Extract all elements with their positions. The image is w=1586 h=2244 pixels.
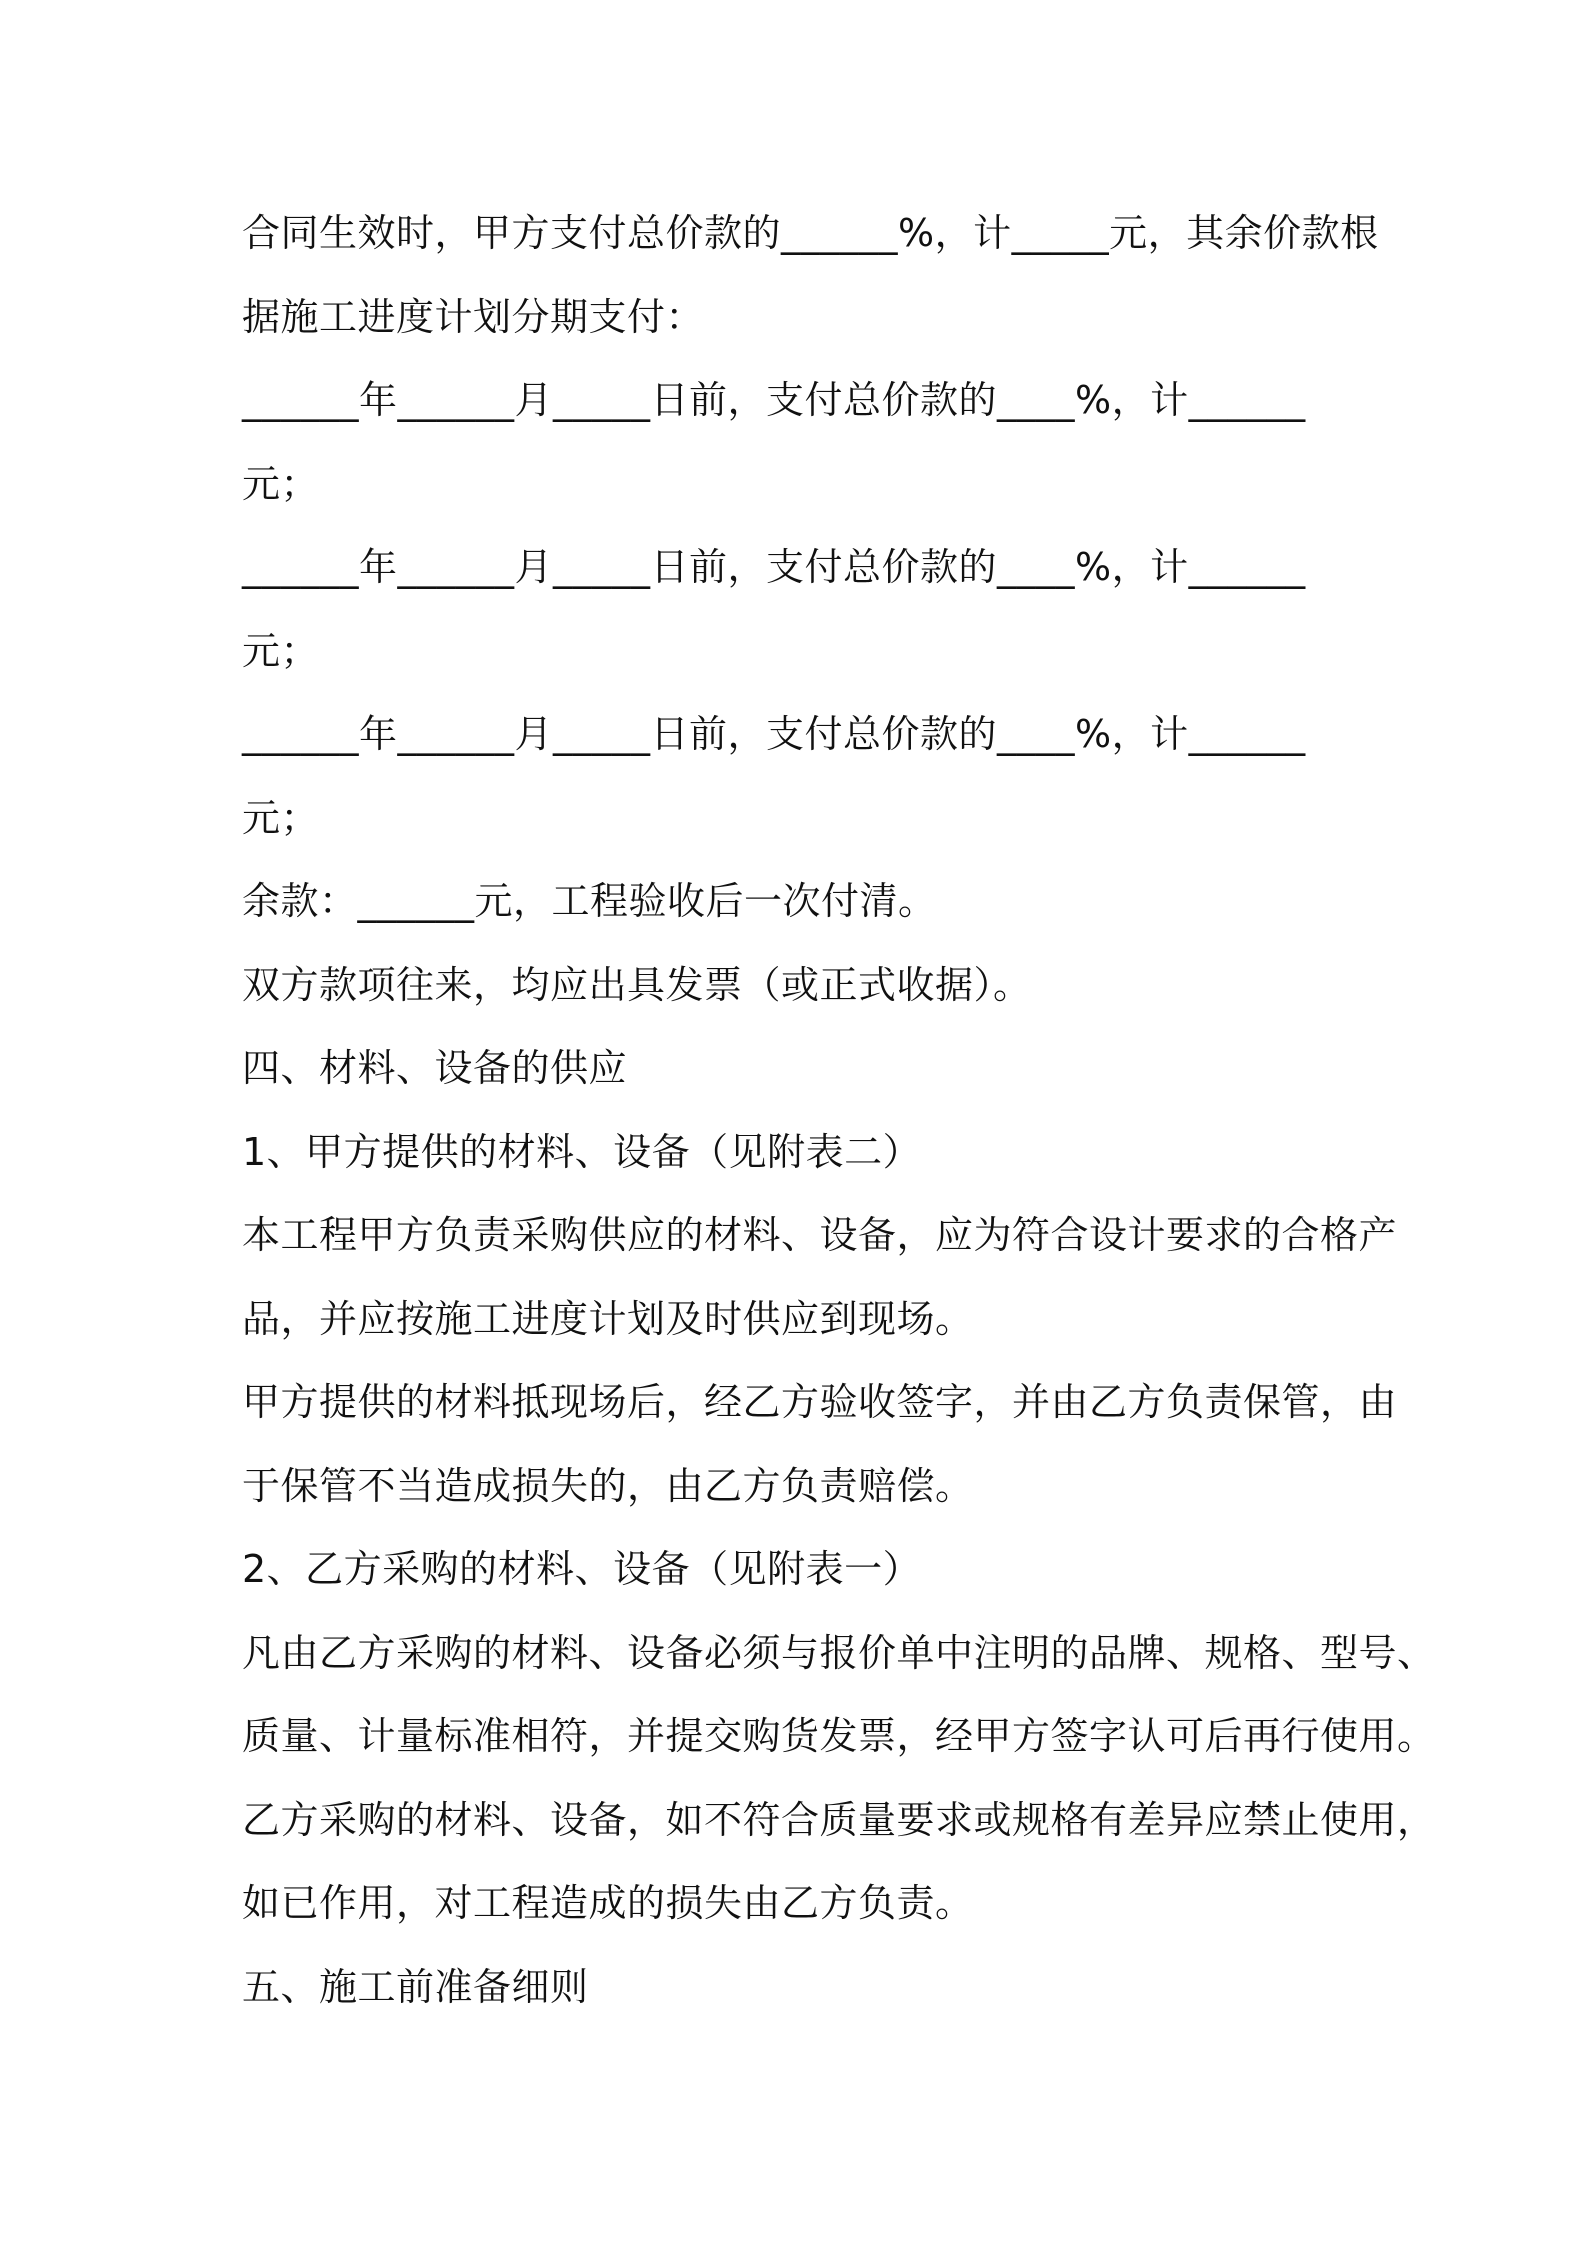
text-line: 如已作用，对工程造成的损失由乙方负责。 [242, 1881, 974, 1925]
text-line: ______年______月_____日前，支付总价款的____%，计______ [242, 712, 1306, 756]
text-line: 合同生效时，甲方支付总价款的______%，计_____元，其余价款根 [242, 211, 1379, 255]
text-line: 品，并应按施工进度计划及时供应到现场。 [242, 1296, 974, 1341]
text-line: 双方款项往来，均应出具发票（或正式收据）。 [242, 962, 1032, 1007]
section-heading: 四、材料、设备的供应 [242, 1046, 628, 1090]
section-heading: 五、施工前准备细则 [242, 1964, 589, 2009]
text-line: ______年______月_____日前，支付总价款的____%，计______ [242, 378, 1306, 422]
subsection-heading: 1、甲方提供的材料、设备（见附表二） [242, 1129, 922, 1174]
text-line: 据施工进度计划分期支付： [242, 294, 705, 339]
text-line: 元； [242, 461, 320, 506]
text-line: 于保管不当造成损失的，由乙方负责赔偿。 [242, 1463, 974, 1508]
text-line: ______年______月_____日前，支付总价款的____%，计______ [242, 545, 1306, 589]
text-line: 乙方采购的材料、设备，如不符合质量要求或规格有差异应禁止使用， [242, 1797, 1436, 1842]
text-line: 元； [242, 795, 320, 840]
subsection-heading: 2、乙方采购的材料、设备（见附表一） [242, 1547, 922, 1591]
text-line: 质量、计量标准相符，并提交购货发票，经甲方签字认可后再行使用。 [242, 1714, 1436, 1758]
document-body [242, 192, 1436, 2029]
text-line: 凡由乙方采购的材料、设备必须与报价单中注明的品牌、规格、型号、 [242, 1630, 1436, 1675]
text-line: 元； [242, 628, 320, 673]
text-line: 余款：______元，工程验收后一次付清。 [242, 879, 937, 923]
text-line: 甲方提供的材料抵现场后，经乙方验收签字，并由乙方负责保管，由 [242, 1380, 1398, 1424]
text-line: 本工程甲方负责采购供应的材料、设备，应为符合设计要求的合格产 [242, 1213, 1398, 1257]
